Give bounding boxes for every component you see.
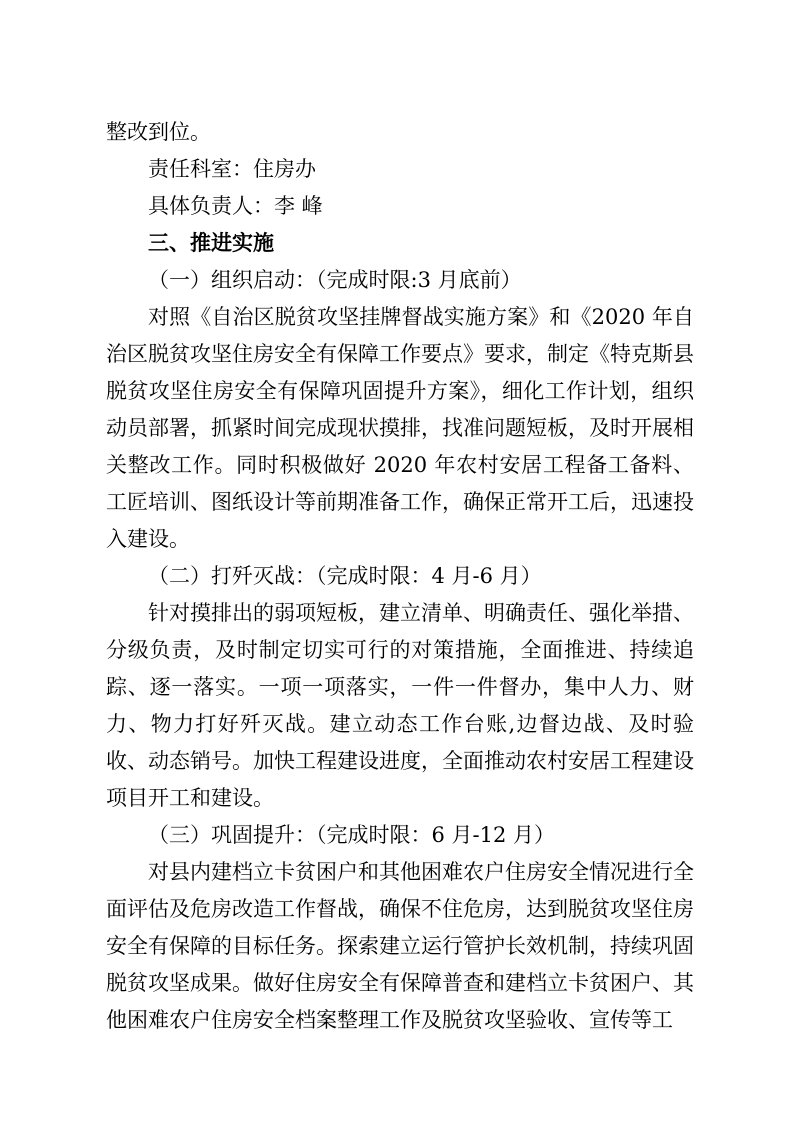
phase1-body: 对照《自治区脱贫攻坚挂牌督战实施方案》和《2020 年自治区脱贫攻坚住房安全有保障工作要点》要求，制定《特克斯县脱贫攻坚住房安全有保障巩固提升方案》，细化工作计划，组织动员部署，抓紧时间完成现状摸排，找准问题短板，及时开展相关整改工作。同时积极做好 2020 年农村安居工程备工备料、工匠培训、图纸设计等前期准备工作，确保正常开工后，迅速投入建设。 xyxy=(106,305,694,551)
phase1-title: （一）组织启动：（完成时限:3 月底前） xyxy=(148,268,522,292)
phase3-body: 对县内建档立卡贫困户和其他困难农户住房安全情况进行全面评估及危房改造工作督战，确保不住危房，达到脱贫攻坚住房安全有保障的目标任务。探索建立运行管护长效机制，持续巩固脱贫攻坚成果。做好住房安全有保障普查和建档立卡贫困户、其他困难农户住房安全档案整理工作及脱贫攻坚验收、宣传等工 xyxy=(106,860,694,1032)
document-body xyxy=(106,114,694,1039)
section-heading: 三、推进实施 xyxy=(148,231,274,255)
phase2-body: 针对摸排出的弱项短板，建立清单、明确责任、强化举措、分级负责，及时制定切实可行的对策措施，全面推进、持续追踪、逐一落实。一项一项落实，一件一件督办，集中人力、财力、物力打好歼灭战。建立动态工作台账,边督边战、及时验收、动态销号。加快工程建设进度，全面推动农村安居工程建设项目开工和建设。 xyxy=(106,601,694,810)
responsible-person: 具体负责人：李 峰 xyxy=(148,194,323,218)
phase3-title: （三）巩固提升：（完成时限：6 月-12 月） xyxy=(148,823,556,847)
continuation-paragraph: 整改到位。 xyxy=(106,120,211,144)
phase2-title: （二）打歼灭战：（完成时限：4 月-6 月） xyxy=(148,564,542,588)
responsible-department: 责任科室：住房办 xyxy=(148,157,316,181)
